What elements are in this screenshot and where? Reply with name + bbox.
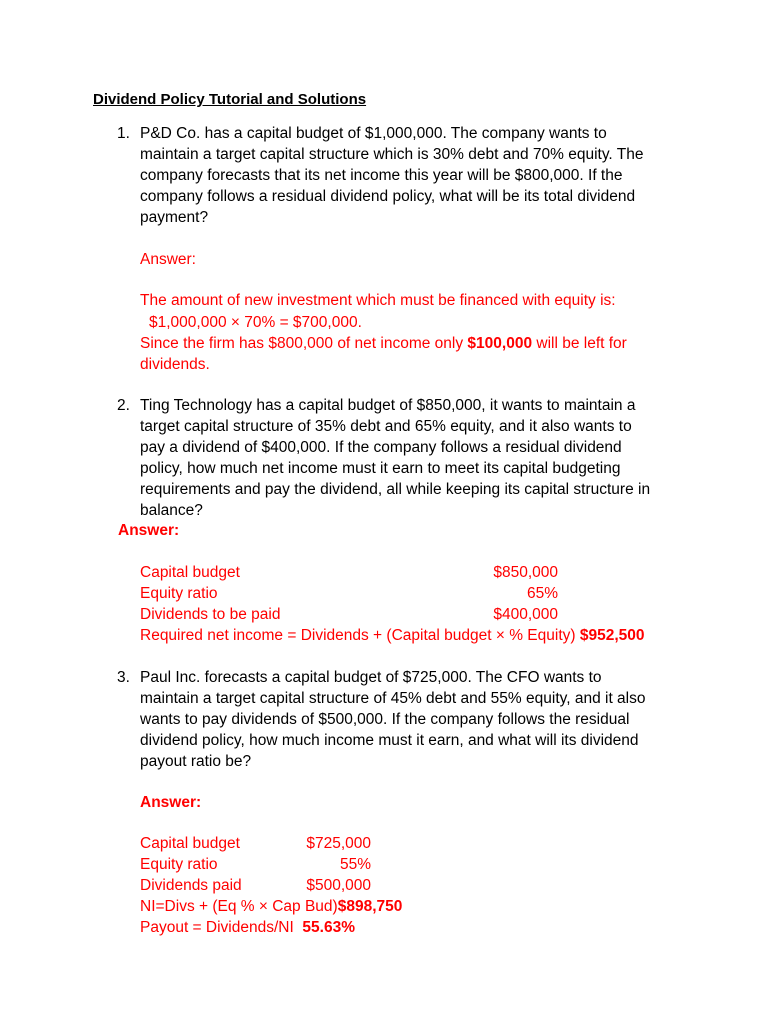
question-3-line-3: wants to pay dividends of $500,000. If the company follows the residual: [140, 711, 630, 728]
question-3-line-2: maintain a target capital structure of 45% debt and 55% equity, and it also: [140, 690, 646, 707]
question-2-line-6: balance?: [140, 502, 203, 519]
row-label: Capital budget: [140, 564, 240, 581]
row-label: Equity ratio: [140, 585, 218, 602]
formula-text: Required net income = Dividends + (Capital budget × % Equity): [140, 627, 576, 644]
row-label: Dividends paid: [140, 877, 242, 894]
question-1-answer-label: Answer:: [140, 251, 196, 268]
question-2-row-capital-budget: [0, 562, 768, 583]
question-1-line-4: company follows a residual dividend policy, what will be its total dividend: [140, 188, 636, 205]
question-1-answer-line-2: $1,000,000 × 70% = $700,000.: [149, 314, 362, 331]
question-1-answer-line-4: dividends.: [140, 356, 210, 373]
question-2-line-5: requirements and pay the dividend, all while keeping its capital structure in: [140, 481, 651, 498]
question-2-number: 2.: [117, 397, 130, 414]
question-1-line-5: payment?: [140, 209, 209, 226]
row-value: $850,000: [493, 564, 558, 581]
question-2-line-4: policy, how much net income must it earn to meet its capital budgeting: [140, 460, 621, 477]
question-1-line-3: company forecasts that its net income this year will be $800,000. If the: [140, 167, 623, 184]
question-1-line-2: maintain a target capital structure which is 30% debt and 70% equity. The: [140, 146, 644, 163]
question-3-number: 3.: [117, 669, 130, 686]
question-1-answer-line-1: The amount of new investment which must be financed with equity is:: [140, 292, 616, 309]
question-2-answer-label: Answer:: [118, 522, 180, 539]
question-1-answer-line-3: [140, 333, 627, 354]
formula-text: Payout = Dividends/NI: [140, 919, 294, 936]
answer-text: Since the firm has $800,000 of net income only: [140, 335, 468, 352]
row-value: $500,000: [306, 877, 371, 894]
question-3-payout-line: [140, 917, 355, 938]
page-title: Dividend Policy Tutorial and Solutions: [93, 91, 367, 108]
question-3-row-dividends: [0, 875, 768, 896]
answer-highlight: $100,000: [467, 335, 533, 352]
row-value: 55%: [339, 856, 371, 873]
question-3-ni-line: [140, 896, 402, 917]
formula-result: $952,500: [579, 627, 645, 644]
question-2-formula-line: [140, 625, 645, 646]
question-2-line-3: pay a dividend of $400,000. If the company follows a residual dividend: [140, 439, 622, 456]
question-1-line-1: P&D Co. has a capital budget of $1,000,000. The company wants to: [140, 125, 607, 142]
formula-text: NI=Divs + (Eq % × Cap Bud): [140, 898, 338, 915]
question-2-row-equity-ratio: [0, 583, 768, 604]
question-2-line-2: target capital structure of 35% debt and 65% equity, and it also wants to: [140, 418, 632, 435]
row-label: Equity ratio: [140, 856, 218, 873]
question-3-line-1: Paul Inc. forecasts a capital budget of $725,000. The CFO wants to: [140, 669, 602, 686]
row-value: 65%: [526, 585, 558, 602]
formula-result: 55.63%: [302, 919, 355, 936]
question-3-row-equity-ratio: [0, 854, 768, 875]
question-1-number: 1.: [117, 125, 130, 142]
question-3-line-4: dividend policy, how much income must it earn, and what will its dividend: [140, 732, 639, 749]
row-label: Dividends to be paid: [140, 606, 281, 623]
question-3-answer-label: Answer:: [140, 794, 202, 811]
answer-text: will be left for: [532, 335, 627, 352]
row-value: $725,000: [306, 835, 371, 852]
formula-result: $898,750: [337, 898, 403, 915]
question-3-line-5: payout ratio be?: [140, 753, 252, 770]
row-label: Capital budget: [140, 835, 240, 852]
row-value: $400,000: [493, 606, 558, 623]
question-2-row-dividends: [0, 604, 768, 625]
question-3-row-capital-budget: [0, 833, 768, 854]
question-2-line-1: Ting Technology has a capital budget of $850,000, it wants to maintain a: [140, 397, 636, 414]
